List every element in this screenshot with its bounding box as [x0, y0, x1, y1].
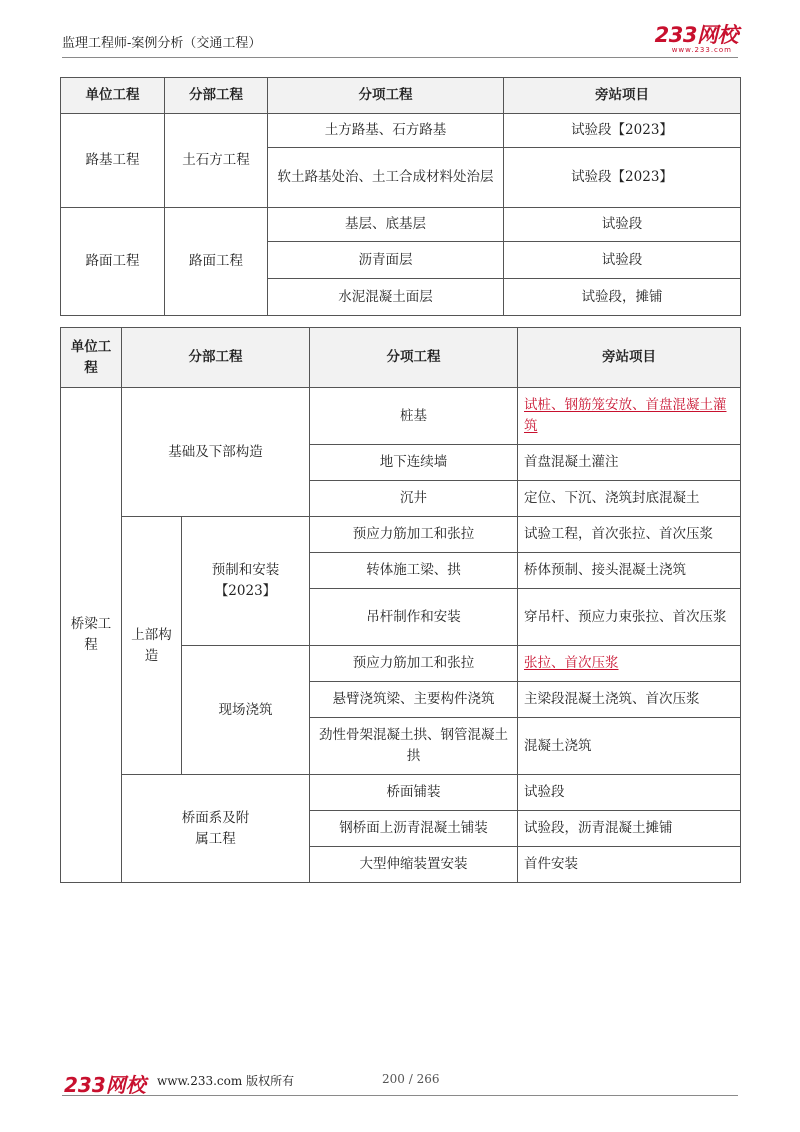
item-cell: 沉井 [310, 481, 518, 517]
col-header-part: 分部工程 [122, 328, 310, 388]
item-cell: 基层、底基层 [268, 208, 504, 242]
item-cell: 大型伸缩装置安装 [310, 847, 518, 883]
item-cell: 吊杆制作和安装 [310, 589, 518, 646]
station-cell: 桥体预制、接头混凝土浇筑 [518, 553, 741, 589]
unit-cell: 路面工程 [61, 208, 165, 316]
station-cell: 试验段，摊铺 [504, 279, 741, 316]
item-cell: 转体施工梁、拱 [310, 553, 518, 589]
part-cell: 上部构造 [122, 517, 182, 775]
station-cell: 试验段【2023】 [504, 148, 741, 208]
col-header-station: 旁站项目 [504, 78, 741, 114]
part-label: 桥面系及附属工程 [181, 809, 250, 847]
brand-logo [655, 24, 738, 54]
station-cell: 试验段【2023】 [504, 114, 741, 148]
station-cell: 首盘混凝土灌注 [518, 445, 741, 481]
item-cell: 预应力筋加工和张拉 [310, 517, 518, 553]
item-cell: 水泥混凝土面层 [268, 279, 504, 316]
subpart-cell: 预制和安装【2023】 [182, 517, 310, 646]
item-cell: 地下连续墙 [310, 445, 518, 481]
col-header-unit: 单位工程 [61, 328, 122, 388]
part-cell: 路面工程 [165, 208, 268, 316]
part-cell [122, 775, 310, 883]
unit-cell: 桥梁工程 [61, 388, 122, 883]
item-cell: 沥青面层 [268, 242, 504, 279]
col-header-station: 旁站项目 [518, 328, 741, 388]
station-cell: 穿吊杆、预应力束张拉、首次压浆 [518, 589, 741, 646]
item-cell: 钢桥面上沥青混凝土铺装 [310, 811, 518, 847]
document-title: 监理工程师-案例分析（交通工程） [62, 36, 262, 51]
part-cell: 土石方工程 [165, 114, 268, 208]
station-cell: 主梁段混凝土浇筑、首次压浆 [518, 682, 741, 718]
station-cell: 试验段 [504, 208, 741, 242]
station-cell [518, 388, 741, 445]
bridge-works-table [60, 327, 741, 883]
col-header-unit: 单位工程 [61, 78, 165, 114]
item-cell: 劲性骨架混凝土拱、钢管混凝土拱 [310, 718, 518, 775]
item-cell: 悬臂浇筑梁、主要构件浇筑 [310, 682, 518, 718]
item-cell: 预应力筋加工和张拉 [310, 646, 518, 682]
station-cell: 试验工程，首次张拉、首次压浆 [518, 517, 741, 553]
road-works-table [60, 77, 741, 316]
col-header-item: 分项工程 [268, 78, 504, 114]
station-cell: 试验段 [504, 242, 741, 279]
item-cell: 桥面铺装 [310, 775, 518, 811]
station-cell: 混凝土浇筑 [518, 718, 741, 775]
item-cell: 软土路基处治、土工合成材料处治层 [268, 148, 504, 208]
page-footer [62, 1072, 738, 1117]
logo-url: www.233.com [671, 46, 732, 54]
page-header [62, 23, 738, 58]
station-cell: 试验段 [518, 775, 741, 811]
highlighted-station-text: 张拉、首次压浆 [524, 655, 619, 671]
part-cell: 基础及下部构造 [122, 388, 310, 517]
copyright-text: www.233.com 版权所有 [157, 1074, 295, 1088]
subpart-cell: 现场浇筑 [182, 646, 310, 775]
page-number: 200 / 266 [382, 1072, 440, 1086]
footer-logo: 233网校 [64, 1073, 146, 1097]
station-cell [518, 646, 741, 682]
station-cell: 定位、下沉、浇筑封底混凝土 [518, 481, 741, 517]
col-header-part: 分部工程 [165, 78, 268, 114]
item-cell: 土方路基、石方路基 [268, 114, 504, 148]
col-header-item: 分项工程 [310, 328, 518, 388]
station-cell: 首件安装 [518, 847, 741, 883]
highlighted-station-text: 试桩、钢筋笼安放、首盘混凝土灌筑 [524, 397, 727, 434]
station-cell: 试验段，沥青混凝土摊铺 [518, 811, 741, 847]
item-cell: 桩基 [310, 388, 518, 445]
unit-cell: 路基工程 [61, 114, 165, 208]
logo-text: 233网校 [654, 23, 738, 47]
